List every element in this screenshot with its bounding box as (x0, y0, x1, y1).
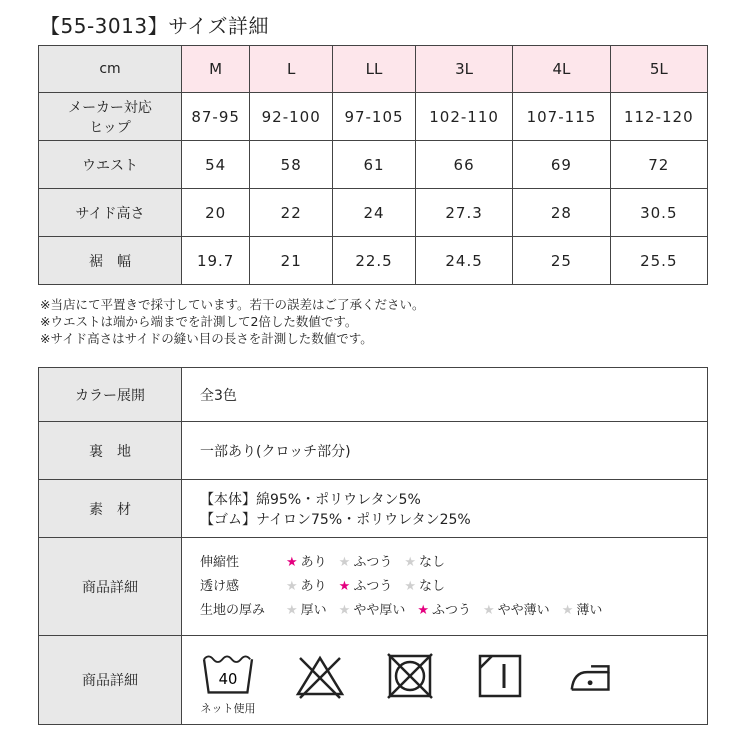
rating-option (417, 603, 471, 618)
hip-label-line1: メーカー対応 (68, 99, 152, 116)
size-l: L (250, 46, 333, 93)
material-label: 素 材 (39, 480, 182, 538)
row-label-hip (39, 93, 182, 141)
table-cell: 20 (182, 189, 250, 237)
table-cell: 102-110 (415, 93, 512, 141)
color-label: カラー展開 (39, 368, 182, 422)
star-icon: ★ (417, 602, 429, 618)
star-icon: ★ (561, 602, 574, 618)
material-value (182, 480, 708, 538)
table-cell: 30.5 (610, 189, 707, 237)
rating-option-label: あり (300, 578, 327, 594)
rating-option-label: なし (419, 578, 446, 594)
star-icon: ★ (338, 602, 351, 618)
table-cell: 61 (333, 141, 416, 189)
rating-option (483, 603, 550, 618)
size-ll: LL (333, 46, 416, 93)
rating-label: 透け感 (200, 578, 240, 594)
iron-low-icon (564, 650, 622, 702)
rating-label: 生地の厚み (200, 602, 266, 618)
rating-row (200, 599, 707, 623)
no-bleach-icon (294, 650, 346, 702)
table-cell: 21 (250, 237, 333, 285)
rating-option-label: やや薄い (497, 602, 550, 618)
row-label-waist: ウエスト (39, 141, 182, 189)
table-cell: 28 (513, 189, 610, 237)
rating-option-label: 厚い (300, 602, 327, 618)
rating-option-label: ふつう (353, 578, 393, 594)
table-cell: 66 (415, 141, 512, 189)
table-cell: 24.5 (415, 237, 512, 285)
row-label-side-height: サイド高さ (39, 189, 182, 237)
info-row-material (39, 480, 708, 538)
table-cell: 19.7 (182, 237, 250, 285)
table-cell: 107-115 (513, 93, 610, 141)
note-line: ※ウエストは端から端までを計測して2倍した数値です。 (40, 314, 358, 329)
star-icon: ★ (483, 602, 495, 618)
table-row (39, 189, 708, 237)
table-row (39, 141, 708, 189)
rating-option (339, 555, 393, 570)
table-cell: 112-120 (610, 93, 707, 141)
hip-label-line2: ヒップ (89, 119, 131, 136)
table-cell: 97-105 (333, 93, 416, 141)
table-cell: 69 (513, 141, 610, 189)
size-m: M (182, 46, 250, 93)
note-line: ※サイド高さはサイドの縫い目の長さを計測した数値です。 (40, 331, 373, 346)
rating-label: 伸縮性 (200, 554, 240, 570)
size-header-row (39, 46, 708, 93)
rating-row (200, 575, 707, 599)
star-icon: ★ (286, 554, 298, 570)
row-label-hem-width: 裾 幅 (39, 237, 182, 285)
info-row-details (39, 538, 708, 636)
wash-40-icon (200, 650, 256, 716)
table-cell: 27.3 (415, 189, 512, 237)
wash-temp: 40 (218, 671, 238, 689)
product-info-table (38, 367, 708, 725)
size-4l: 4L (513, 46, 610, 93)
star-icon: ★ (286, 578, 298, 594)
unit-cell: cm (39, 46, 182, 93)
rating-option-label: あり (300, 554, 327, 570)
rating-option-label: ふつう (432, 602, 472, 618)
rating-option (404, 555, 445, 570)
size-5l: 5L (610, 46, 707, 93)
lining-label: 裏 地 (39, 422, 182, 480)
size-table (38, 45, 708, 285)
star-icon: ★ (338, 554, 351, 570)
info-row-care (39, 636, 708, 725)
table-row (39, 237, 708, 285)
table-cell: 25.5 (610, 237, 707, 285)
note-line: ※当店にて平置きで採寸しています。若干の誤差はご了承ください。 (40, 297, 425, 312)
table-cell: 58 (250, 141, 333, 189)
table-row (39, 93, 708, 141)
measurement-notes (40, 296, 424, 347)
lining-value: 一部あり(クロッチ部分) (182, 422, 708, 480)
material-line: 【ゴム】ナイロン75%・ポリウレタン25% (200, 511, 471, 528)
rating-option-label: なし (419, 554, 446, 570)
star-icon: ★ (338, 578, 351, 594)
table-cell: 72 (610, 141, 707, 189)
color-value: 全3色 (182, 368, 708, 422)
rating-option (339, 579, 393, 594)
rating-option (286, 555, 327, 570)
page-title: 【55-3013】サイズ詳細 (40, 14, 269, 38)
rating-option-label: やや厚い (353, 602, 406, 618)
table-cell: 54 (182, 141, 250, 189)
wash-note: ネット使用 (200, 702, 256, 715)
material-line: 【本体】綿95%・ポリウレタン5% (200, 491, 421, 508)
rating-option (339, 603, 406, 618)
table-cell: 92-100 (250, 93, 333, 141)
details-label: 商品詳細 (39, 538, 182, 636)
rating-row (200, 551, 707, 575)
rating-option-label: ふつう (353, 554, 393, 570)
no-tumble-dry-icon (384, 650, 436, 702)
ratings-cell (182, 538, 708, 636)
star-icon: ★ (404, 578, 416, 594)
info-row-lining (39, 422, 708, 480)
table-cell: 87-95 (182, 93, 250, 141)
table-cell: 22 (250, 189, 333, 237)
rating-option-label: 薄い (576, 602, 603, 618)
care-icons-cell (182, 636, 708, 725)
rating-option (286, 579, 327, 594)
size-3l: 3L (415, 46, 512, 93)
table-cell: 22.5 (333, 237, 416, 285)
table-cell: 24 (333, 189, 416, 237)
rating-option (562, 603, 603, 618)
star-icon: ★ (404, 554, 416, 570)
rating-option (286, 603, 327, 618)
rating-option (404, 579, 445, 594)
info-row-color (39, 368, 708, 422)
care-label: 商品詳細 (39, 636, 182, 725)
star-icon: ★ (286, 602, 298, 618)
table-cell: 25 (513, 237, 610, 285)
drip-dry-shade-icon (474, 650, 526, 702)
